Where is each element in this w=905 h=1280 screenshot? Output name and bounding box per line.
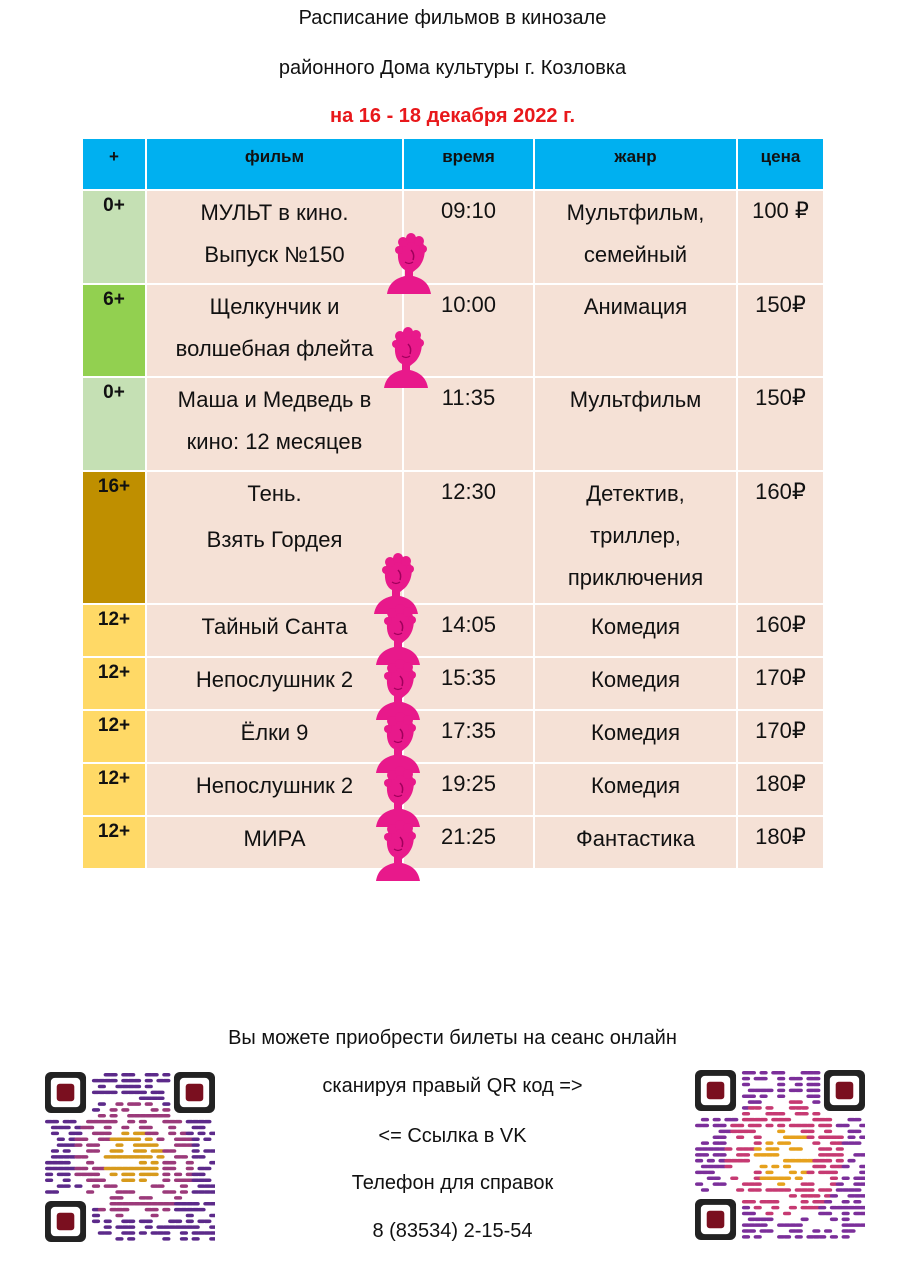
film-title bbox=[146, 284, 403, 377]
genre-line: Детектив, bbox=[586, 481, 685, 506]
age-rating: 16+ bbox=[82, 471, 146, 604]
film-title-line: Непослушник 2 bbox=[195, 667, 354, 692]
table-row bbox=[82, 763, 824, 816]
ticket-price: 170₽ bbox=[737, 657, 824, 710]
age-rating: 0+ bbox=[82, 377, 146, 471]
title-line-2: районного Дома культуры г. Козловка bbox=[278, 57, 627, 79]
film-title-line: МИРА bbox=[243, 826, 306, 851]
genre-line: Комедия bbox=[591, 773, 680, 798]
table-row bbox=[82, 604, 824, 657]
col-film: фильм bbox=[146, 138, 403, 190]
show-time: 21:25 bbox=[403, 816, 534, 869]
ticket-price: 160₽ bbox=[737, 471, 824, 604]
film-title bbox=[146, 710, 403, 763]
age-rating: 12+ bbox=[82, 657, 146, 710]
genre bbox=[534, 710, 737, 763]
qr-code-tickets-icon[interactable] bbox=[695, 1070, 865, 1242]
ticket-price: 150₽ bbox=[737, 377, 824, 471]
film-title-line: Непослушник 2 bbox=[195, 773, 354, 798]
film-title bbox=[146, 471, 403, 604]
film-title-line: МУЛЬТ в кино. bbox=[200, 200, 349, 225]
genre-line: Анимация bbox=[583, 294, 688, 319]
date-range: на 16 - 18 декабря 2022 г. bbox=[330, 105, 575, 127]
table-row bbox=[82, 190, 824, 284]
genre bbox=[534, 763, 737, 816]
genre bbox=[534, 657, 737, 710]
age-rating: 12+ bbox=[82, 816, 146, 869]
genre-line: Комедия bbox=[591, 614, 680, 639]
film-title bbox=[146, 657, 403, 710]
col-genre: жанр bbox=[534, 138, 737, 190]
title-line-1: Расписание фильмов в кинозале bbox=[298, 7, 607, 29]
show-time: 11:35 bbox=[403, 377, 534, 471]
genre bbox=[534, 471, 737, 604]
genre-line: Фантастика bbox=[576, 826, 695, 851]
table-row bbox=[82, 377, 824, 471]
age-rating: 12+ bbox=[82, 763, 146, 816]
show-time: 15:35 bbox=[403, 657, 534, 710]
genre-line: Мультфильм, bbox=[566, 200, 705, 225]
phone-number: 8 (83534) 2-15-54 bbox=[372, 1220, 533, 1242]
film-title-line: Маша и Медведь в bbox=[177, 387, 372, 412]
film-title bbox=[146, 604, 403, 657]
age-rating: 12+ bbox=[82, 604, 146, 657]
film-title-line: Щелкунчик и bbox=[209, 294, 340, 319]
ticket-price: 180₽ bbox=[737, 816, 824, 869]
schedule-table bbox=[81, 137, 825, 870]
footer-line-3: <= Ссылка в VK bbox=[378, 1125, 527, 1147]
table-row bbox=[82, 816, 824, 869]
show-time: 10:00 bbox=[403, 284, 534, 377]
genre-line: Комедия bbox=[591, 720, 680, 745]
genre bbox=[534, 190, 737, 284]
genre-line: триллер, bbox=[590, 523, 681, 548]
footer-line-4: Телефон для справок bbox=[351, 1172, 554, 1194]
film-title-line: Взять Гордея bbox=[206, 527, 343, 552]
film-title-line: Тайный Санта bbox=[201, 614, 348, 639]
qr-code-vk-icon[interactable] bbox=[45, 1072, 215, 1244]
show-time: 17:35 bbox=[403, 710, 534, 763]
film-title-line: Ёлки 9 bbox=[240, 720, 309, 745]
film-title-line: Выпуск №150 bbox=[204, 242, 345, 267]
show-time: 14:05 bbox=[403, 604, 534, 657]
film-title bbox=[146, 377, 403, 471]
film-title bbox=[146, 816, 403, 869]
footer-line-1: Вы можете приобрести билеты на сеанс онлайн bbox=[228, 1027, 677, 1049]
ticket-price: 180₽ bbox=[737, 763, 824, 816]
show-time: 19:25 bbox=[403, 763, 534, 816]
ticket-price: 100 ₽ bbox=[737, 190, 824, 284]
genre bbox=[534, 377, 737, 471]
film-title-line: Тень. bbox=[247, 481, 302, 506]
table-header-row bbox=[82, 138, 824, 190]
col-price: цена bbox=[737, 138, 824, 190]
show-time: 09:10 bbox=[403, 190, 534, 284]
table-row bbox=[82, 710, 824, 763]
ticket-price: 150₽ bbox=[737, 284, 824, 377]
genre bbox=[534, 604, 737, 657]
genre bbox=[534, 284, 737, 377]
genre-line: семейный bbox=[583, 242, 688, 267]
genre-line: приключения bbox=[567, 565, 704, 590]
genre-line: Мультфильм bbox=[569, 387, 702, 412]
age-rating: 6+ bbox=[82, 284, 146, 377]
table-row bbox=[82, 657, 824, 710]
genre bbox=[534, 816, 737, 869]
age-rating: 12+ bbox=[82, 710, 146, 763]
film-title bbox=[146, 190, 403, 284]
col-time: время bbox=[403, 138, 534, 190]
table-row bbox=[82, 284, 824, 377]
film-title-line: волшебная флейта bbox=[175, 336, 374, 361]
col-age: + bbox=[82, 138, 146, 190]
ticket-price: 170₽ bbox=[737, 710, 824, 763]
table-row bbox=[82, 471, 824, 604]
ticket-price: 160₽ bbox=[737, 604, 824, 657]
film-title bbox=[146, 763, 403, 816]
age-rating: 0+ bbox=[82, 190, 146, 284]
film-title-line: кино: 12 месяцев bbox=[186, 429, 363, 454]
genre-line: Комедия bbox=[591, 667, 680, 692]
footer-line-2: сканируя правый QR код => bbox=[322, 1075, 583, 1097]
show-time: 12:30 bbox=[403, 471, 534, 604]
